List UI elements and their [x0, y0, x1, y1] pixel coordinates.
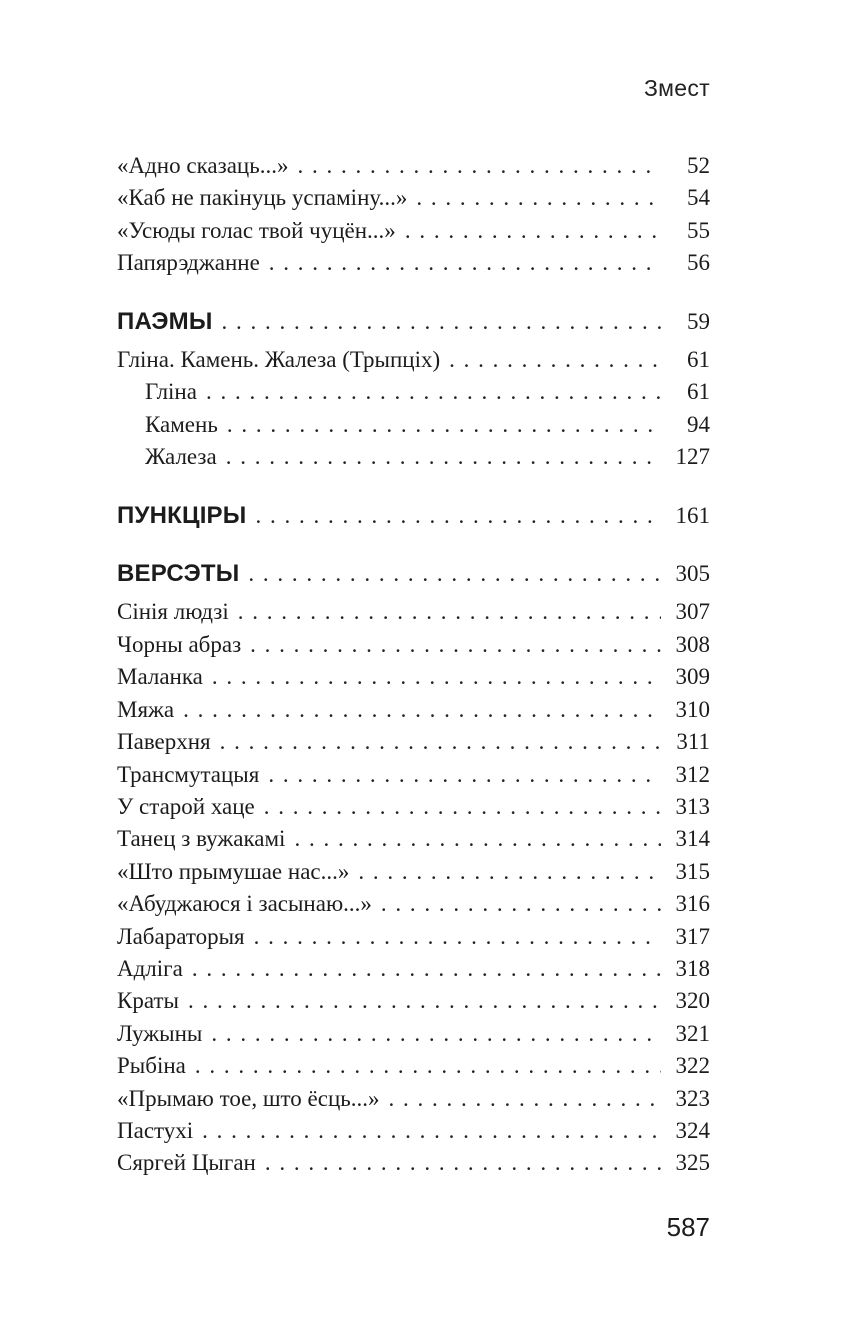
toc-row — [117, 1083, 710, 1115]
dot-leader — [206, 376, 661, 408]
toc-page-number: 320 — [675, 988, 710, 1014]
toc-row — [117, 888, 710, 920]
toc-entry-label: ПАЭМЫ — [117, 307, 213, 335]
toc-page-number: 321 — [675, 1020, 710, 1046]
dot-leader — [358, 856, 661, 888]
toc-page-number: 52 — [687, 153, 710, 178]
toc-entry-label: Сінія людзі — [117, 599, 229, 625]
toc-entry-label: Рыбіна — [117, 1053, 186, 1079]
toc-entry-label: Маланка — [117, 664, 203, 690]
toc-entry-label: Камень — [145, 411, 218, 437]
toc-row — [117, 344, 710, 376]
toc-list — [117, 150, 710, 1180]
dot-leader — [297, 150, 661, 182]
toc-row — [117, 856, 710, 888]
toc-page-number: 310 — [675, 696, 710, 722]
dot-leader — [449, 344, 661, 376]
toc-entry-label: Адліга — [117, 955, 183, 981]
dot-leader — [226, 441, 661, 473]
dot-leader — [195, 1050, 661, 1082]
toc-page-number: 55 — [687, 217, 710, 243]
dot-leader — [269, 247, 661, 279]
toc-row — [117, 1050, 710, 1082]
toc-entry-label: Лужыны — [117, 1020, 203, 1046]
dot-leader — [381, 888, 661, 920]
running-header: Змест — [643, 75, 710, 101]
toc-entry-label: «Усюды голас твой чуцён...» — [117, 217, 396, 243]
toc-entry-label: Трансмутацыя — [117, 761, 260, 787]
dot-leader — [183, 694, 661, 726]
toc-row — [117, 823, 710, 855]
dot-leader — [188, 985, 661, 1017]
toc-entry-label: Паверхня — [117, 729, 211, 755]
toc-entry-label: Чорны абраз — [117, 631, 242, 657]
toc-entry-label: ПУНКЦІРЫ — [117, 501, 247, 529]
toc-row — [117, 953, 710, 985]
toc-page-number: 61 — [687, 379, 710, 405]
toc-entry-label: «Прымаю тое, што ёсць...» — [117, 1085, 380, 1111]
toc-page-number: 94 — [687, 411, 710, 437]
toc-page-number: 305 — [675, 561, 710, 587]
toc-page-number: 312 — [675, 761, 710, 787]
toc-entry-label: Лабараторыя — [117, 923, 245, 949]
toc-section-header-row — [117, 558, 710, 590]
toc-row — [117, 921, 710, 953]
toc-row — [117, 1115, 710, 1147]
toc-entry-label: У старой хаце — [117, 793, 255, 819]
dot-leader — [222, 306, 661, 338]
dot-leader — [227, 409, 661, 441]
toc-page-number: 316 — [675, 891, 710, 917]
toc-page-number: 324 — [675, 1117, 710, 1143]
dot-leader — [248, 558, 661, 590]
toc-page-number: 309 — [675, 664, 710, 690]
toc-entry-label: «Адно сказаць...» — [117, 153, 289, 178]
toc-page-number: 314 — [675, 826, 710, 852]
dot-leader — [265, 1147, 661, 1179]
toc-entry-label: Гліна — [145, 379, 197, 405]
dot-leader — [294, 823, 661, 855]
toc-page-number: 308 — [675, 631, 710, 657]
toc-page-number: 325 — [675, 1150, 710, 1176]
toc-entry-label: «Каб не пакінуць успаміну...» — [117, 185, 408, 211]
toc-row — [117, 759, 710, 791]
toc-row — [117, 694, 710, 726]
toc-entry-label: Папярэджанне — [117, 250, 260, 276]
toc-row — [117, 726, 710, 758]
toc-page-number: 161 — [675, 502, 710, 528]
dot-leader — [264, 791, 661, 823]
toc-entry-label: Сяргей Цыган — [117, 1150, 256, 1176]
toc-row — [117, 409, 710, 441]
dot-leader — [192, 953, 661, 985]
toc-row — [117, 985, 710, 1017]
folio-page-number: 587 — [666, 1212, 710, 1242]
toc-entry-label: Пастухі — [117, 1117, 194, 1143]
toc-entry-label: Жалеза — [145, 444, 217, 470]
toc-row — [117, 215, 710, 247]
toc-row — [117, 596, 710, 628]
dot-leader — [211, 1018, 661, 1050]
toc-page-number: 127 — [675, 444, 710, 470]
toc-entry-label: Гліна. Камень. Жалеза (Трыпціх) — [117, 347, 441, 373]
toc-row — [117, 441, 710, 473]
dot-leader — [250, 629, 661, 661]
toc-page-number: 307 — [675, 599, 710, 625]
toc-page-number: 59 — [687, 308, 710, 334]
toc-page-number: 54 — [687, 185, 710, 211]
toc-entry-label: Танец з вужакамі — [117, 826, 286, 852]
toc-page-number: 56 — [687, 250, 710, 276]
toc-entry-label: «Што прымушае нас...» — [117, 858, 350, 884]
toc-page-number: 322 — [675, 1053, 710, 1079]
toc-entry-label: ВЕРСЭТЫ — [117, 560, 240, 588]
toc-page-number: 311 — [676, 729, 710, 755]
dot-leader — [238, 596, 661, 628]
toc-page-number: 318 — [675, 955, 710, 981]
toc-entry-label: Краты — [117, 988, 179, 1014]
toc-row — [117, 661, 710, 693]
toc-entry-label: «Абуджаюся і засынаю...» — [117, 891, 372, 917]
toc-row — [117, 150, 710, 182]
dot-leader — [416, 182, 661, 214]
toc-row — [117, 376, 710, 408]
dot-leader — [202, 1115, 661, 1147]
toc-row — [117, 1147, 710, 1179]
toc-page-number: 313 — [675, 793, 710, 819]
dot-leader — [220, 726, 661, 758]
toc-page-number: 315 — [675, 858, 710, 884]
toc-row — [117, 247, 710, 279]
toc-row — [117, 791, 710, 823]
toc-page-number: 61 — [687, 347, 710, 373]
toc-row — [117, 1018, 710, 1050]
dot-leader — [255, 500, 661, 532]
toc-row — [117, 182, 710, 214]
toc-section-header-row — [117, 500, 710, 532]
toc-section-header-row — [117, 306, 710, 338]
toc-entry-label: Мяжа — [117, 696, 175, 722]
dot-leader — [212, 661, 661, 693]
dot-leader — [268, 759, 661, 791]
toc-page-number: 323 — [675, 1085, 710, 1111]
dot-leader — [389, 1083, 661, 1115]
toc-row — [117, 629, 710, 661]
dot-leader — [405, 215, 661, 247]
toc-page-number: 317 — [675, 923, 710, 949]
dot-leader — [254, 921, 661, 953]
